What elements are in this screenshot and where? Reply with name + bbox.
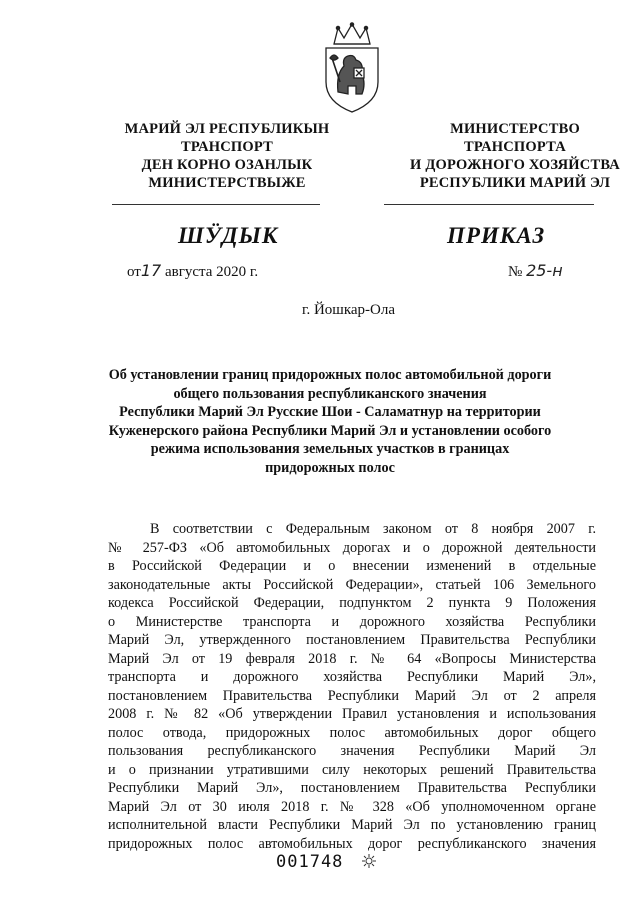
body-line: придорожных полос автомобильных дорог республиканского значения [108,835,596,852]
title-line: придорожных полос [265,459,395,476]
body-line: исполнительной власти Республики Марий Эл по установлению границ [108,817,596,833]
date-prefix: от [127,264,141,280]
number-prefix: № [508,264,523,280]
ministry-name-mari-line: ТРАНСПОРТ [181,139,273,155]
doc-type-russian: ПРИКАЗ [447,223,546,248]
body-line: пользования республиканского значения Республики Марий Эл [108,743,596,759]
body-line: о Министерстве транспорта и дорожного хозяйства Республики [108,613,596,630]
coat-of-arms-emblem [316,22,388,114]
body-line: № 257-ФЗ «Об автомобильных дорогах и о дорожной деятельности [108,539,596,556]
title-line: Республики Марий Эл Русские Шои - Саламатнур на территории [119,404,541,420]
body-line: Марий Эл от 19 февраля 2018 г. № 64 «Вопросы Министерства [108,650,596,667]
document-number [508,261,563,281]
number-value-handwritten: 25-н [526,261,563,280]
date-day-handwritten: 17 [140,261,162,280]
ministry-name-mari-line: МАРИЙ ЭЛ РЕСПУБЛИКЫН [124,121,330,137]
header-divider-left [112,204,320,205]
title-line: Об установлении границ придорожных полос автомобильной дороги [108,367,552,383]
body-line: законодательные акты Российской Федерации», статьей 106 Земельного [108,576,596,593]
ministry-name-mari-line: ДЕН КОРНО ОЗАНЛЫК [141,157,313,173]
title-line: Куженерского района Республики Марий Эл и установлении особого [108,422,552,439]
document-body [108,520,596,853]
ministry-name-russian [390,120,640,192]
title-line: режима использования земельных участков в границах [150,441,510,457]
ministry-name-russian-line: ТРАНСПОРТА [464,139,566,155]
document-date [127,261,258,281]
body-line: кодекса Российской Федерации, подпунктом 2 пункта 9 Положения [108,595,596,611]
ministry-name-russian-line: РЕСПУБЛИКИ МАРИЙ ЭЛ [419,175,611,191]
ministry-name-mari-line: МИНИСТЕРСТВЫЖЕ [148,175,306,191]
title-line: общего пользования республиканского значения [173,385,487,402]
seal-mark-icon [362,854,376,868]
document-title [100,366,560,477]
header-divider-right [384,204,594,205]
ministry-name-mari [102,120,352,192]
form-serial-number: 001748 [276,852,344,872]
body-line: и о признании утратившими силу некоторых решений Правительства [108,761,596,778]
body-line: В соответствии с Федеральным законом от 8 ноября 2007 г. [150,521,596,537]
date-rest: августа 2020 г. [164,264,259,280]
body-line: полос отвода, придорожных полос автомобильных дорог общего [108,724,596,741]
doc-type-mari: ШӰДЫК [178,223,279,248]
body-line: Марий Эл, утвержденного постановлением Правительства Республики [108,632,596,648]
body-line: транспорта и дорожного хозяйства Республики Марий Эл», [108,669,596,685]
city: г. Йошкар-Ола [302,302,396,318]
body-line: в Российской Федерации и о внесении изменений в отдельные [108,558,596,574]
body-line: постановлением Правительства Республики Марий Эл от 2 апреля [108,687,596,704]
body-line: 2008 г. № 82 «Об утверждении Правил установления и использования [108,706,596,722]
body-line: Марий Эл от 30 июля 2018 г. № 328 «Об уполномоченном органе [108,798,596,815]
ministry-name-russian-line: МИНИСТЕРСТВО [450,121,580,137]
body-line: Республики Марий Эл», постановлением Правительства Республики [108,780,596,796]
ministry-name-russian-line: И ДОРОЖНОГО ХОЗЯЙСТВА [410,157,620,173]
